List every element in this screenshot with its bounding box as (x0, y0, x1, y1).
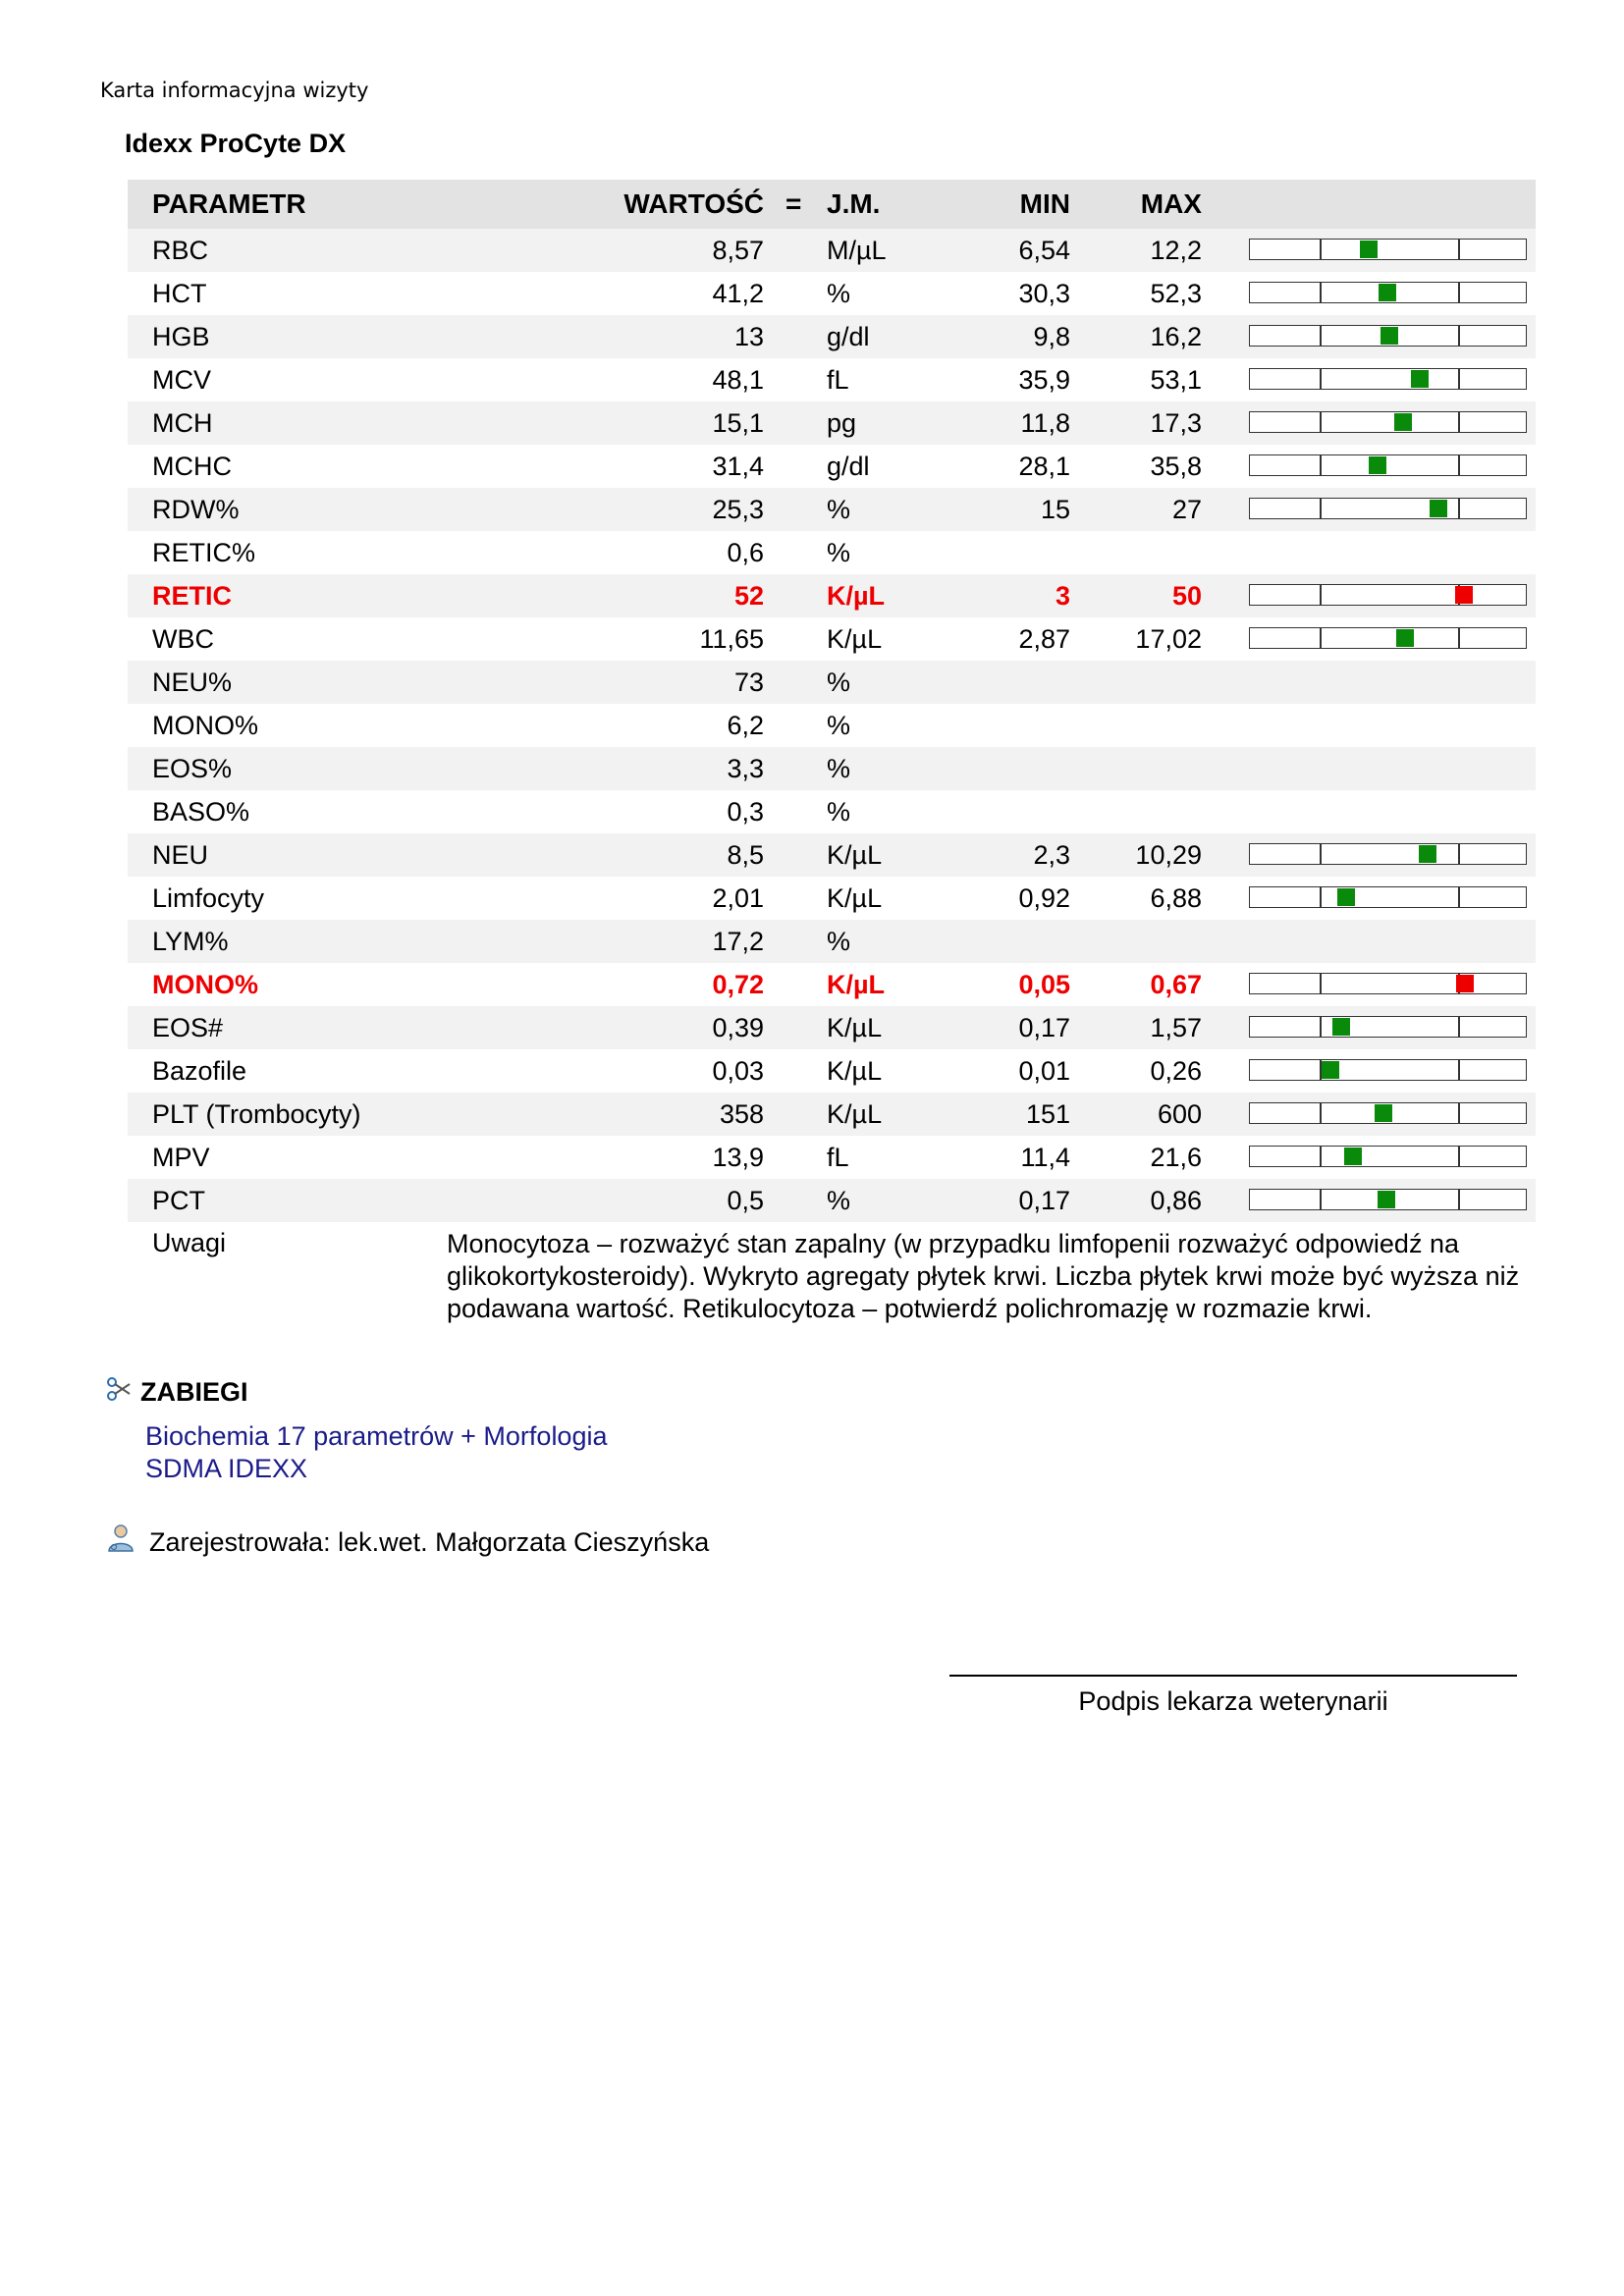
range-low-divider (1320, 1190, 1322, 1209)
unit-cell: K/µL (827, 883, 883, 913)
range-indicator (1249, 1189, 1527, 1210)
range-low-divider (1320, 326, 1322, 346)
value-cell: 31,4 (712, 452, 764, 481)
max-cell: 12,2 (1150, 236, 1202, 265)
value-cell: 73 (733, 667, 764, 697)
table-row (128, 1179, 1536, 1222)
range-low-divider (1320, 499, 1322, 518)
in-range-marker (1378, 1191, 1395, 1208)
range-high-divider (1458, 240, 1460, 259)
notes-row (128, 1222, 1536, 1330)
range-high-divider (1458, 1060, 1460, 1080)
signature-label: Podpis lekarza weterynarii (1078, 1686, 1388, 1716)
range-high-divider (1458, 1017, 1460, 1037)
range-indicator (1249, 1016, 1527, 1038)
range-indicator (1249, 1102, 1527, 1124)
table-row (128, 1093, 1536, 1136)
min-cell: 0,17 (1018, 1186, 1070, 1215)
range-high-divider (1458, 283, 1460, 302)
range-high-divider (1458, 1190, 1460, 1209)
max-cell: 17,02 (1135, 624, 1202, 654)
value-cell: 0,03 (712, 1056, 764, 1086)
param-cell: NEU (152, 840, 209, 870)
range-low-divider (1320, 283, 1322, 302)
max-cell: 0,67 (1150, 970, 1202, 999)
param-cell: MPV (152, 1143, 210, 1172)
unit-cell: K/µL (827, 624, 883, 654)
range-low-divider (1320, 369, 1322, 389)
document-title: Karta informacyjna wizyty (100, 79, 369, 102)
table-row (128, 704, 1536, 747)
user-icon (106, 1523, 135, 1553)
in-range-marker (1369, 456, 1386, 474)
notes-label: Uwagi (152, 1228, 227, 1257)
unit-cell: K/µL (827, 840, 883, 870)
column-header-eq: = (785, 188, 802, 219)
min-cell: 11,8 (1020, 408, 1070, 438)
param-cell: MCHC (152, 452, 232, 481)
range-high-divider (1458, 326, 1460, 346)
range-low-divider (1320, 1147, 1322, 1166)
unit-cell: fL (827, 365, 849, 395)
unit-cell: K/µL (827, 1013, 883, 1042)
value-cell: 0,72 (712, 970, 764, 999)
range-indicator (1249, 239, 1527, 260)
in-range-marker (1379, 284, 1396, 301)
unit-cell: M/µL (827, 236, 887, 265)
min-cell: 0,05 (1018, 970, 1070, 999)
range-low-divider (1320, 1103, 1322, 1123)
max-cell: 50 (1171, 581, 1202, 611)
unit-cell: % (827, 711, 851, 740)
range-indicator (1249, 325, 1527, 347)
min-cell: 2,3 (1033, 840, 1070, 870)
max-cell: 53,1 (1150, 365, 1202, 395)
value-cell: 41,2 (712, 279, 764, 308)
unit-cell: % (827, 797, 851, 827)
unit-cell: fL (827, 1143, 849, 1172)
min-cell: 9,8 (1033, 322, 1070, 351)
table-row (128, 315, 1536, 358)
param-cell: RETIC (152, 581, 232, 611)
in-range-marker (1396, 629, 1414, 647)
range-indicator (1249, 498, 1527, 519)
param-cell: MCV (152, 365, 211, 395)
range-indicator (1249, 843, 1527, 865)
column-header-unit: J.M. (827, 188, 881, 219)
range-low-divider (1320, 1017, 1322, 1037)
range-indicator (1249, 627, 1527, 649)
range-high-divider (1458, 1103, 1460, 1123)
table-row (128, 401, 1536, 445)
range-low-divider (1320, 628, 1322, 648)
range-indicator (1249, 454, 1527, 476)
table-row (128, 661, 1536, 704)
param-cell: RDW% (152, 495, 240, 524)
value-cell: 8,57 (712, 236, 764, 265)
value-cell: 13,9 (712, 1143, 764, 1172)
max-cell: 600 (1157, 1099, 1202, 1129)
value-cell: 11,65 (699, 624, 764, 654)
param-cell: NEU% (152, 667, 233, 697)
value-cell: 52 (733, 581, 764, 611)
max-cell: 35,8 (1150, 452, 1202, 481)
max-cell: 27 (1171, 495, 1202, 524)
column-header-value: WARTOŚĆ (623, 188, 764, 219)
column-header-min: MIN (1019, 188, 1070, 219)
value-cell: 8,5 (727, 840, 764, 870)
range-indicator (1249, 1146, 1527, 1167)
in-range-marker (1360, 240, 1378, 258)
param-cell: HCT (152, 279, 207, 308)
value-cell: 25,3 (712, 495, 764, 524)
unit-cell: K/µL (827, 970, 886, 999)
out-of-range-marker (1455, 586, 1473, 604)
table-row (128, 488, 1536, 531)
column-header-max: MAX (1140, 188, 1202, 219)
in-range-marker (1337, 888, 1355, 906)
unit-cell: % (827, 1186, 851, 1215)
range-high-divider (1458, 844, 1460, 864)
notes-text: Monocytoza – rozważyć stan zapalny (w przypadku limfopenii rozważyć odpowiedź na glikokortykosteroidy). Wykryto agregaty płytek krwi. Liczba płytek krwi może być wyższa niż podawana wartość. Retikulocytoza – potwierdź polichromazję w rozmazie krwi. (447, 1229, 1520, 1323)
table-row (128, 229, 1536, 272)
in-range-marker (1332, 1018, 1350, 1036)
range-low-divider (1320, 412, 1322, 432)
range-indicator (1249, 1059, 1527, 1081)
procedures-title: ZABIEGI (140, 1377, 248, 1407)
param-cell: PLT (Trombocyty) (152, 1099, 361, 1129)
range-low-divider (1320, 585, 1322, 605)
param-cell: EOS# (152, 1013, 224, 1042)
unit-cell: % (827, 538, 851, 567)
table-row (128, 617, 1536, 661)
in-range-marker (1344, 1148, 1362, 1165)
max-cell: 1,57 (1150, 1013, 1202, 1042)
range-indicator (1249, 411, 1527, 433)
value-cell: 15,1 (712, 408, 764, 438)
param-cell: Limfocyty (152, 883, 265, 913)
range-high-divider (1458, 412, 1460, 432)
in-range-marker (1380, 327, 1398, 345)
param-cell: MONO% (152, 970, 258, 999)
table-row (128, 574, 1536, 617)
in-range-marker (1322, 1061, 1339, 1079)
table-row (128, 531, 1536, 574)
unit-cell: % (827, 754, 851, 783)
out-of-range-marker (1456, 975, 1474, 992)
min-cell: 0,17 (1018, 1013, 1070, 1042)
table-row (128, 1049, 1536, 1093)
param-cell: PCT (152, 1186, 205, 1215)
in-range-marker (1411, 370, 1429, 388)
results-table (128, 180, 1536, 1330)
range-high-divider (1458, 455, 1460, 475)
range-high-divider (1458, 369, 1460, 389)
param-cell: HGB (152, 322, 210, 351)
param-cell: MONO% (152, 711, 258, 740)
range-high-divider (1458, 1147, 1460, 1166)
procedure-item: SDMA IDEXX (145, 1454, 308, 1483)
table-header-row (128, 180, 1536, 229)
unit-cell: % (827, 927, 851, 956)
range-low-divider (1320, 240, 1322, 259)
in-range-marker (1394, 413, 1412, 431)
value-cell: 13 (733, 322, 764, 351)
table-row (128, 833, 1536, 877)
registered-by: Zarejestrowała: lek.wet. Małgorzata Cieszyńska (149, 1527, 710, 1557)
unit-cell: K/µL (827, 1099, 883, 1129)
table-row (128, 920, 1536, 963)
param-cell: Bazofile (152, 1056, 247, 1086)
unit-cell: g/dl (827, 322, 870, 351)
range-indicator (1249, 368, 1527, 390)
table-row (128, 877, 1536, 920)
value-cell: 2,01 (712, 883, 764, 913)
value-cell: 3,3 (727, 754, 764, 783)
range-low-divider (1320, 974, 1322, 993)
min-cell: 15 (1040, 495, 1070, 524)
min-cell: 151 (1025, 1099, 1070, 1129)
in-range-marker (1419, 845, 1436, 863)
param-cell: RETIC% (152, 538, 256, 567)
range-high-divider (1458, 628, 1460, 648)
min-cell: 3 (1055, 581, 1070, 611)
param-cell: MCH (152, 408, 213, 438)
range-low-divider (1320, 455, 1322, 475)
value-cell: 6,2 (727, 711, 764, 740)
table-row (128, 963, 1536, 1006)
max-cell: 21,6 (1150, 1143, 1202, 1172)
column-header-param: PARAMETR (152, 188, 306, 219)
range-indicator (1249, 886, 1527, 908)
min-cell: 28,1 (1018, 452, 1070, 481)
table-row (128, 1136, 1536, 1179)
max-cell: 52,3 (1150, 279, 1202, 308)
range-high-divider (1458, 887, 1460, 907)
unit-cell: % (827, 495, 851, 524)
max-cell: 10,29 (1135, 840, 1202, 870)
unit-cell: g/dl (827, 452, 870, 481)
unit-cell: % (827, 279, 851, 308)
min-cell: 0,92 (1018, 883, 1070, 913)
range-indicator (1249, 973, 1527, 994)
procedures-icon (106, 1376, 132, 1402)
max-cell: 0,86 (1150, 1186, 1202, 1215)
param-cell: LYM% (152, 927, 229, 956)
value-cell: 17,2 (712, 927, 764, 956)
range-indicator (1249, 282, 1527, 303)
in-range-marker (1375, 1104, 1392, 1122)
value-cell: 0,5 (727, 1186, 764, 1215)
unit-cell: K/µL (827, 1056, 883, 1086)
min-cell: 6,54 (1018, 236, 1070, 265)
unit-cell: K/µL (827, 581, 886, 611)
min-cell: 30,3 (1018, 279, 1070, 308)
max-cell: 0,26 (1150, 1056, 1202, 1086)
signature-line (949, 1675, 1517, 1677)
max-cell: 16,2 (1150, 322, 1202, 351)
table-row (128, 790, 1536, 833)
range-low-divider (1320, 887, 1322, 907)
table-row (128, 272, 1536, 315)
table-row (128, 747, 1536, 790)
range-high-divider (1458, 499, 1460, 518)
value-cell: 0,6 (727, 538, 764, 567)
param-cell: WBC (152, 624, 214, 654)
min-cell: 2,87 (1018, 624, 1070, 654)
param-cell: RBC (152, 236, 209, 265)
lab-analyzer-title: Idexx ProCyte DX (125, 129, 347, 158)
value-cell: 48,1 (712, 365, 764, 395)
param-cell: EOS% (152, 754, 233, 783)
in-range-marker (1430, 500, 1447, 517)
max-cell: 6,88 (1150, 883, 1202, 913)
procedure-item: Biochemia 17 parametrów + Morfologia (145, 1421, 608, 1451)
table-row (128, 1006, 1536, 1049)
max-cell: 17,3 (1150, 408, 1202, 438)
min-cell: 0,01 (1018, 1056, 1070, 1086)
param-cell: BASO% (152, 797, 250, 827)
value-cell: 358 (719, 1099, 764, 1129)
value-cell: 0,3 (727, 797, 764, 827)
unit-cell: pg (827, 408, 857, 438)
unit-cell: % (827, 667, 851, 697)
value-cell: 0,39 (712, 1013, 764, 1042)
range-indicator (1249, 584, 1527, 606)
min-cell: 35,9 (1018, 365, 1070, 395)
table-row (128, 358, 1536, 401)
table-row (128, 445, 1536, 488)
min-cell: 11,4 (1020, 1143, 1070, 1172)
range-low-divider (1320, 844, 1322, 864)
